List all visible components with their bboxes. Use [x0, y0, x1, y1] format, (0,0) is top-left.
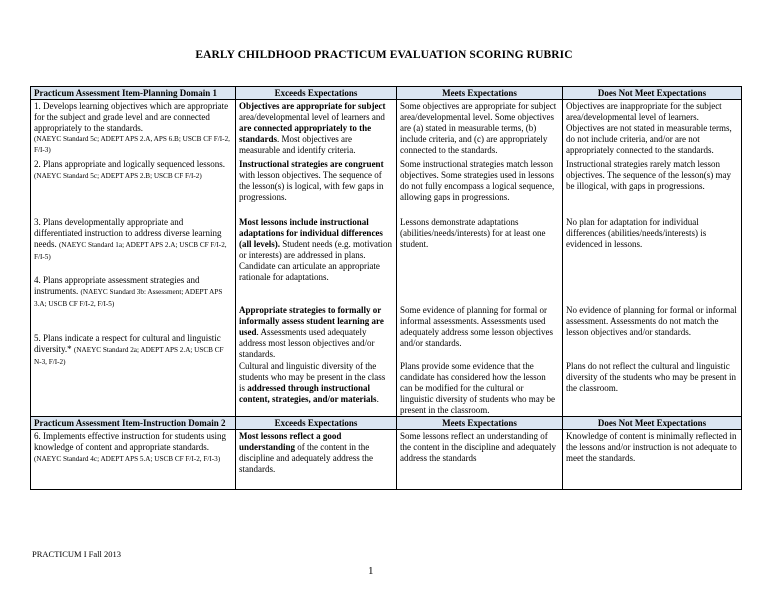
- meets-2: Some instructional strategies match lesson objectives. Some strategies used in lessons do not fully encompass a logical sequence, allowing gaps in progressions.: [400, 159, 555, 202]
- meets-4: Some evidence of planning for formal or informal assessments. Assessments used adequately address some lesson objectives and/or standards.: [400, 305, 553, 348]
- domain2-exceeds-header: Exceeds Expectations: [236, 417, 397, 430]
- domain2-meets-header: Meets Expectations: [397, 417, 563, 430]
- meets-3: Lessons demonstrate adaptations (abilities/needs/interests) for at least one student.: [400, 217, 546, 249]
- domain1-exceeds-header: Exceeds Expectations: [236, 87, 397, 100]
- domain2-does-not-meet-header: Does Not Meet Expectations: [563, 417, 742, 430]
- page-number: 1: [368, 565, 374, 577]
- dnm-5: Plans do not reflect the cultural and linguistic diversity of the students who may be present in the classroom.: [566, 361, 736, 393]
- exceeds-2-bold: Instructional strategies are congruent: [239, 159, 384, 169]
- item-1-standards: (NAEYC Standard 5c; ADEPT APS 2.A, APS 6.B; USCB CF F/I-2, F/I-3): [34, 135, 230, 154]
- domain2-header-row: [31, 417, 742, 430]
- domain2-exceeds-cell: [236, 430, 397, 490]
- footer-text: PRACTICUM I Fall 2013: [32, 549, 122, 559]
- item-3-text: 3. Plans developmentally appropriate and differentiated instruction to address diverse learning needs.: [34, 217, 222, 249]
- rubric-table: [30, 86, 742, 490]
- exceeds-1-text-d: . Most objectives are measurable and identify criteria.: [239, 134, 356, 155]
- domain1-exceeds-cell: [236, 100, 397, 417]
- item-2: [34, 159, 232, 217]
- domain2-meets-cell: Some lessons reflect an understanding of the content in the discipline and adequately address the standards: [397, 430, 563, 490]
- exceeds-1-bold-c: are connected appropriately to the standards: [239, 123, 372, 144]
- item-2-standards: (NAEYC Standard 5c; ADEPT APS 2.B; USCB CF F/I-2): [34, 172, 202, 180]
- exceeds-1-text-b: area/developmental level of learners and: [239, 112, 385, 122]
- exceeds-5-text-c: .: [376, 394, 379, 404]
- item-5-standards: (NAEYC Standard 2a; ADEPT APS 2.A; USCB CF N-3, F/I-2): [34, 346, 224, 366]
- domain1-does-not-meet-cell: [563, 100, 742, 417]
- domain1-body-row: [31, 100, 742, 417]
- item-6-standards: (NAEYC Standard 4c; ADEPT APS 5.A; USCB CF F/I-2, F/I-3): [34, 455, 221, 463]
- dnm-2: Instructional strategies rarely match lesson objectives. The sequence of the lesson(s) may be illogical, with gaps in progressions.: [566, 159, 732, 191]
- dnm-4: No evidence of planning for formal or informal assessment. Assessments do not match the lesson objectives and/or standards.: [566, 305, 737, 337]
- domain1-meets-cell: [397, 100, 563, 417]
- domain2-body-row: [31, 430, 742, 490]
- exceeds-5-bold: addressed through instructional content, strategies, and/or materials: [239, 383, 377, 404]
- meets-5: Plans provide some evidence that the candidate has considered how the lesson can be modified for the cultural or linguistic diversity of students who may be present in the classroom.: [400, 361, 555, 415]
- item-2-text: 2. Plans appropriate and logically sequenced lessons.: [34, 159, 225, 169]
- item-5: [34, 333, 232, 368]
- item-4-standards: (NAEYC Standard 3b: Assessment; ADEPT APS 3.A; USCB CF F/I-2, F/I-5): [34, 288, 223, 308]
- exceeds-6-text: of the content in the discipline and adequately address the standards.: [239, 442, 373, 474]
- item-6-text: 6. Implements effective instruction for students using knowledge of content and appropriate standards.: [34, 431, 227, 452]
- item-3: [34, 217, 232, 275]
- exceeds-5-text-a: Cultural and linguistic diversity of the students who may be present in the class is: [239, 361, 386, 393]
- domain2-item-header: Practicum Assessment Item-Instruction Domain 2: [31, 417, 236, 430]
- document-title: EARLY CHILDHOOD PRACTICUM EVALUATION SCORING RUBRIC: [195, 49, 573, 61]
- domain1-meets-header: Meets Expectations: [397, 87, 563, 100]
- item-1: [34, 101, 232, 159]
- exceeds-2-text: with lesson objectives. The sequence of the lesson(s) is logical, with few gaps in progressions.: [239, 170, 384, 202]
- domain1-header-row: [31, 87, 742, 100]
- exceeds-4-bold: Appropriate strategies to formally or informally assess student learning are used: [239, 305, 384, 337]
- exceeds-3-text: Student needs (e.g. motivation or interests) are addressed in plans. Candidate can articulate an appropriate rationale for adaptations.: [239, 239, 392, 282]
- item-3-standards: (NAEYC Standard 1a; ADEPT APS 2.A; USCB CF F/I-2, F/I-5): [34, 241, 227, 261]
- meets-1: Some objectives are appropriate for subject area/developmental level. Some objectives are (a) stated in measurable terms, (b) include criteria, and (c) are appropriately connected to the standards.: [400, 101, 557, 155]
- exceeds-4-text: . Assessments used adequately address most lesson objectives and/or standards.: [239, 327, 375, 359]
- domain1-items-cell: [31, 100, 236, 417]
- dnm-3: No plan for adaptation for individual differences (abilities/needs/interests) is evidenced in lessons.: [566, 217, 707, 249]
- dnm-1: Objectives are inappropriate for the subject area/developmental level of learners. Objectives are not stated in measurable terms, do not include criteria, and/or are not appropriately connected to the standards.: [566, 101, 732, 155]
- domain2-does-not-meet-cell: Knowledge of content is minimally reflected in the lessons and/or instruction is not adequate to meet the standards.: [563, 430, 742, 490]
- item-4: [34, 275, 232, 333]
- item-6-cell: [31, 430, 236, 490]
- item-4-text: 4. Plans appropriate assessment strategies and instruments.: [34, 275, 200, 296]
- domain1-does-not-meet-header: Does Not Meet Expectations: [563, 87, 742, 100]
- item-1-text: 1. Develops learning objectives which are appropriate for the subject and grade level and are connected appropriately to the standards.: [34, 101, 229, 133]
- exceeds-3-bold: Most lessons include instructional adaptations for individual differences (all levels).: [239, 217, 383, 249]
- item-5-text: 5. Plans indicate a respect for cultural and linguistic diversity.*: [34, 333, 221, 354]
- exceeds-6-bold: Most lessons reflect a good understanding: [239, 431, 342, 452]
- domain1-item-header: Practicum Assessment Item-Planning Domain 1: [31, 87, 236, 100]
- exceeds-1-bold-a: Objectives are appropriate for subject: [239, 101, 386, 111]
